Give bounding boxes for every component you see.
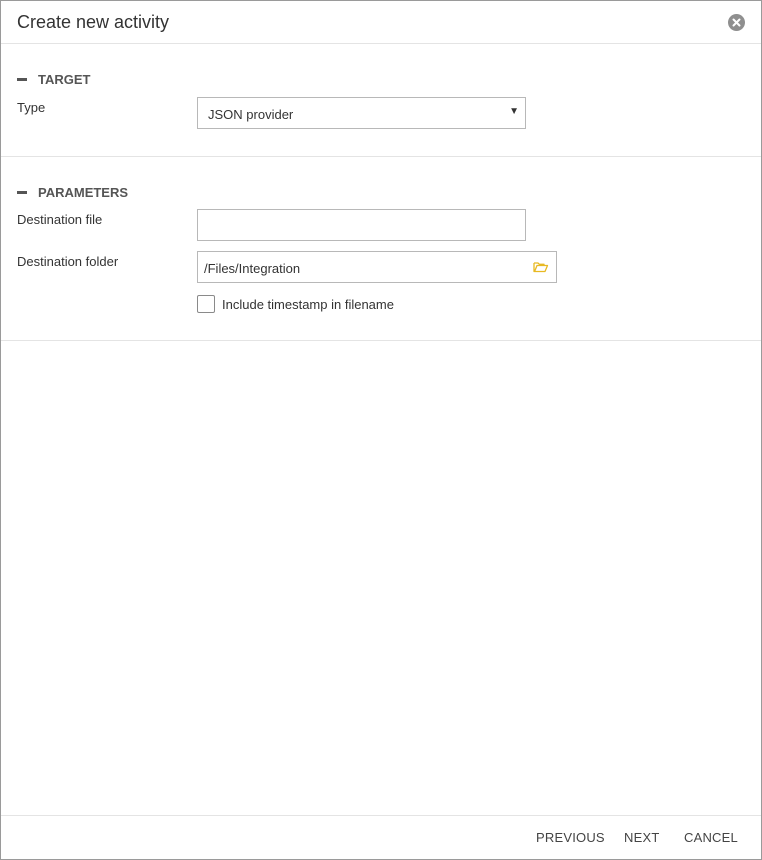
folder-open-icon	[533, 261, 549, 273]
destination-folder-label: Destination folder	[17, 254, 119, 269]
dialog-footer	[1, 815, 761, 860]
type-select[interactable]	[197, 97, 526, 129]
chevron-down-icon: ▼	[509, 106, 519, 117]
destination-folder-value: /Files/Integration	[204, 261, 301, 276]
destination-file-label: Destination file	[17, 212, 103, 227]
destination-folder-input[interactable]	[197, 251, 527, 283]
browse-folder-button[interactable]	[526, 251, 557, 283]
previous-button[interactable]: PREVIOUS	[536, 830, 605, 845]
parameters-section	[1, 157, 761, 341]
target-section	[1, 44, 761, 157]
dialog-title: Create new activity	[17, 12, 170, 32]
type-label: Type	[17, 100, 46, 115]
minus-icon[interactable]	[17, 78, 27, 81]
close-icon[interactable]	[728, 14, 745, 31]
minus-icon[interactable]	[17, 191, 27, 194]
dialog-header	[1, 1, 761, 44]
include-timestamp-label[interactable]: Include timestamp in filename	[222, 297, 394, 312]
cancel-button[interactable]: CANCEL	[684, 830, 738, 845]
include-timestamp-checkbox[interactable]	[197, 295, 215, 313]
next-button[interactable]: NEXT	[624, 830, 660, 845]
parameters-heading: PARAMETERS	[38, 185, 129, 200]
target-heading: TARGET	[38, 72, 91, 87]
type-select-value: JSON provider	[208, 107, 294, 122]
destination-file-input[interactable]	[197, 209, 526, 241]
